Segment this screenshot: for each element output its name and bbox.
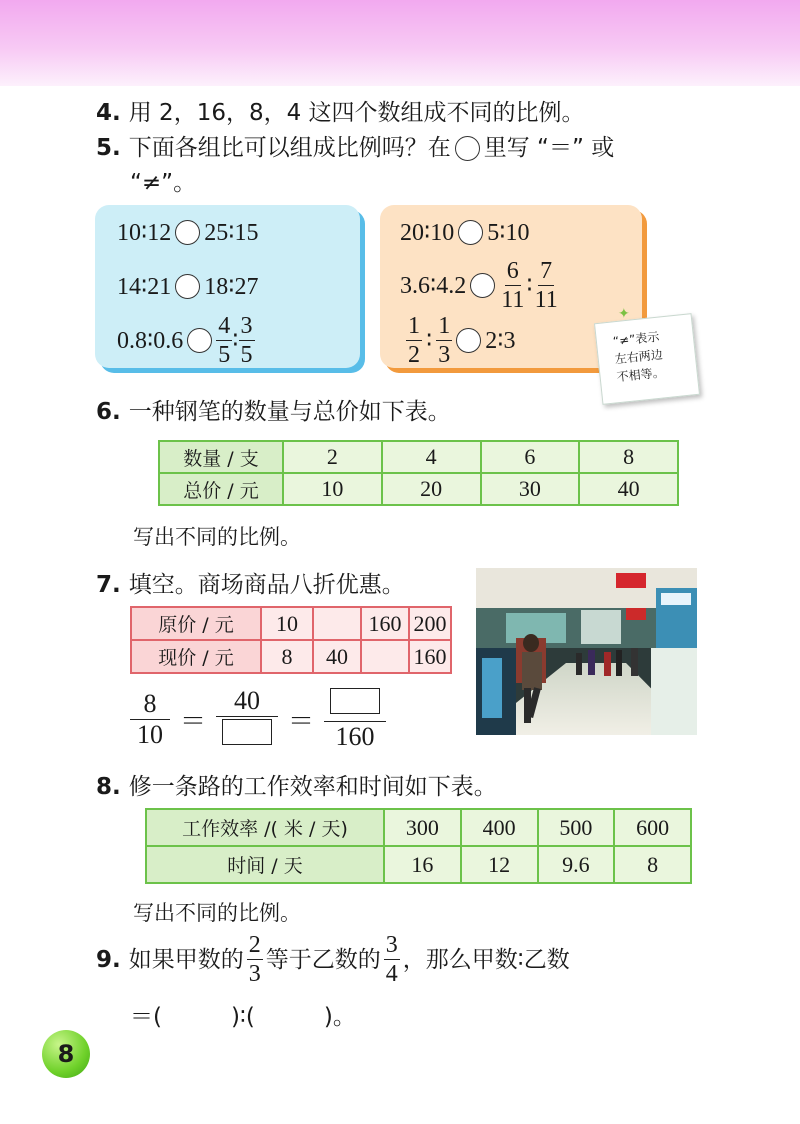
question-number: 9. [96, 946, 121, 973]
table-cell: 8 [614, 846, 691, 883]
table-header: 时间 / 天 [146, 846, 384, 883]
table-cell: 6 [481, 441, 580, 473]
fraction: $\frac{2}{3}$ [248, 932, 261, 987]
answer-circle[interactable] [456, 328, 481, 353]
fraction: $\frac{6}{11}$ [501, 258, 525, 313]
table-cell: 8 [261, 640, 313, 673]
answer-circle[interactable] [458, 220, 483, 245]
table-cell: 160 [409, 640, 451, 673]
question-text: “≠”。 [130, 170, 197, 196]
question-5-line2 [130, 168, 196, 198]
fraction: $\frac{4}{5}$ [218, 313, 231, 368]
question-6 [96, 397, 451, 427]
question-number: 5. [96, 135, 121, 161]
ratio-right: 2∶3 [485, 328, 516, 354]
efficiency-table [145, 808, 692, 884]
question-8 [96, 772, 497, 802]
pin-icon: ✦ [618, 306, 630, 322]
question-5 [96, 133, 614, 163]
fraction: $\frac{1}{3}$ [438, 313, 451, 368]
note-line: “≠”表示 [612, 329, 660, 349]
note-line: 不相等。 [616, 365, 666, 385]
answer-circle[interactable] [187, 328, 212, 353]
answer-blank[interactable] [330, 688, 380, 714]
table-cell: 4 [382, 441, 481, 473]
fraction: $\frac{3}{4}$ [385, 932, 398, 987]
question-text: 下面各组比可以组成比例吗？在 [128, 135, 451, 161]
table-cell: 400 [461, 809, 538, 846]
ratio-row [406, 314, 516, 367]
answer-circle [455, 136, 480, 161]
question-text: 等于乙数的 [265, 946, 381, 973]
fraction: $\frac{3}{5}$ [240, 313, 253, 368]
fraction: $\frac{8}{10}$ [130, 691, 170, 748]
ratio-row [117, 272, 259, 301]
table-cell: 30 [481, 473, 580, 505]
table-cell: 300 [384, 809, 461, 846]
table-cell: 200 [409, 607, 451, 640]
ratio-row [400, 218, 530, 247]
equals-sign: ＝ [288, 706, 315, 736]
table-cell: 20 [382, 473, 481, 505]
ratio-right: 18∶27 [204, 274, 259, 300]
table-cell: 10 [283, 473, 382, 505]
answer-circle[interactable] [175, 220, 200, 245]
table-cell-blank[interactable] [313, 607, 361, 640]
table-cell: 8 [579, 441, 678, 473]
table-cell: 16 [384, 846, 461, 883]
discount-table [130, 606, 452, 674]
question-text: 填空。商场商品八折优惠。 [128, 572, 405, 598]
question-9 [96, 933, 570, 986]
question-7 [96, 570, 405, 600]
table-header: 数量 / 支 [159, 441, 283, 473]
fraction: $\frac{7}{11}$ [534, 258, 558, 313]
table-cell: 500 [538, 809, 615, 846]
answer-circle[interactable] [470, 273, 495, 298]
question-number: 8. [96, 774, 121, 800]
fraction: 40 [216, 688, 278, 750]
page-number-badge: 8 [42, 1030, 90, 1078]
table-cell: 9.6 [538, 846, 615, 883]
question-number: 6. [96, 399, 121, 425]
ratio-colon: ∶ [232, 328, 239, 354]
equation [130, 688, 386, 750]
question-9-line2: ＝( )∶( )。 [130, 1004, 356, 1030]
question-text: 如果甲数的 [128, 946, 244, 973]
question-text: 里写 “＝” 或 [483, 135, 615, 161]
table-cell: 600 [614, 809, 691, 846]
table-cell: 40 [313, 640, 361, 673]
ratio-left: 3.6∶4.2 [400, 273, 467, 299]
fraction: 160 [324, 688, 386, 750]
note-line: 左右两边 [614, 347, 664, 367]
price-table [158, 440, 679, 506]
question-text: 修一条路的工作效率和时间如下表。 [128, 774, 497, 800]
table-cell: 2 [283, 441, 382, 473]
ratio-right: 25∶15 [204, 220, 259, 246]
ratio-colon: ∶ [526, 273, 533, 299]
ratio-row [400, 259, 560, 312]
question-text: 用 2，16，8，4 这四个数组成不同的比例。 [128, 100, 585, 126]
table-cell-blank[interactable] [361, 640, 409, 673]
table-cell: 10 [261, 607, 313, 640]
table-cell: 12 [461, 846, 538, 883]
fraction: $\frac{1}{2}$ [408, 313, 420, 368]
question-text: ，那么甲数∶乙数 [402, 946, 570, 973]
page-header-band [0, 0, 800, 86]
instruction: 写出不同的比例。 [133, 525, 301, 549]
question-number: 7. [96, 572, 121, 598]
instruction: 写出不同的比例。 [133, 901, 301, 925]
mall-photo [476, 568, 697, 735]
ratio-row [117, 218, 259, 247]
question-number: 4. [96, 100, 121, 126]
sticky-note [594, 313, 700, 405]
question-text: 一种钢笔的数量与总价如下表。 [128, 399, 451, 425]
answer-circle[interactable] [175, 274, 200, 299]
table-header: 总价 / 元 [159, 473, 283, 505]
ratio-left: 14∶21 [117, 274, 172, 300]
table-header: 原价 / 元 [131, 607, 261, 640]
table-cell: 40 [579, 473, 678, 505]
ratio-right: 5∶10 [487, 220, 530, 246]
table-header: 工作效率 /( 米 / 天) [146, 809, 384, 846]
answer-blank[interactable] [222, 719, 272, 745]
ratio-row [117, 314, 255, 367]
table-header: 现价 / 元 [131, 640, 261, 673]
table-cell: 160 [361, 607, 409, 640]
ratio-colon: ∶ [426, 328, 433, 354]
equals-sign: ＝ [180, 706, 207, 736]
ratio-left: 20∶10 [400, 220, 455, 246]
ratio-left: 10∶12 [117, 220, 172, 246]
question-4 [96, 98, 585, 128]
ratio-left: 0.8∶0.6 [117, 328, 184, 354]
